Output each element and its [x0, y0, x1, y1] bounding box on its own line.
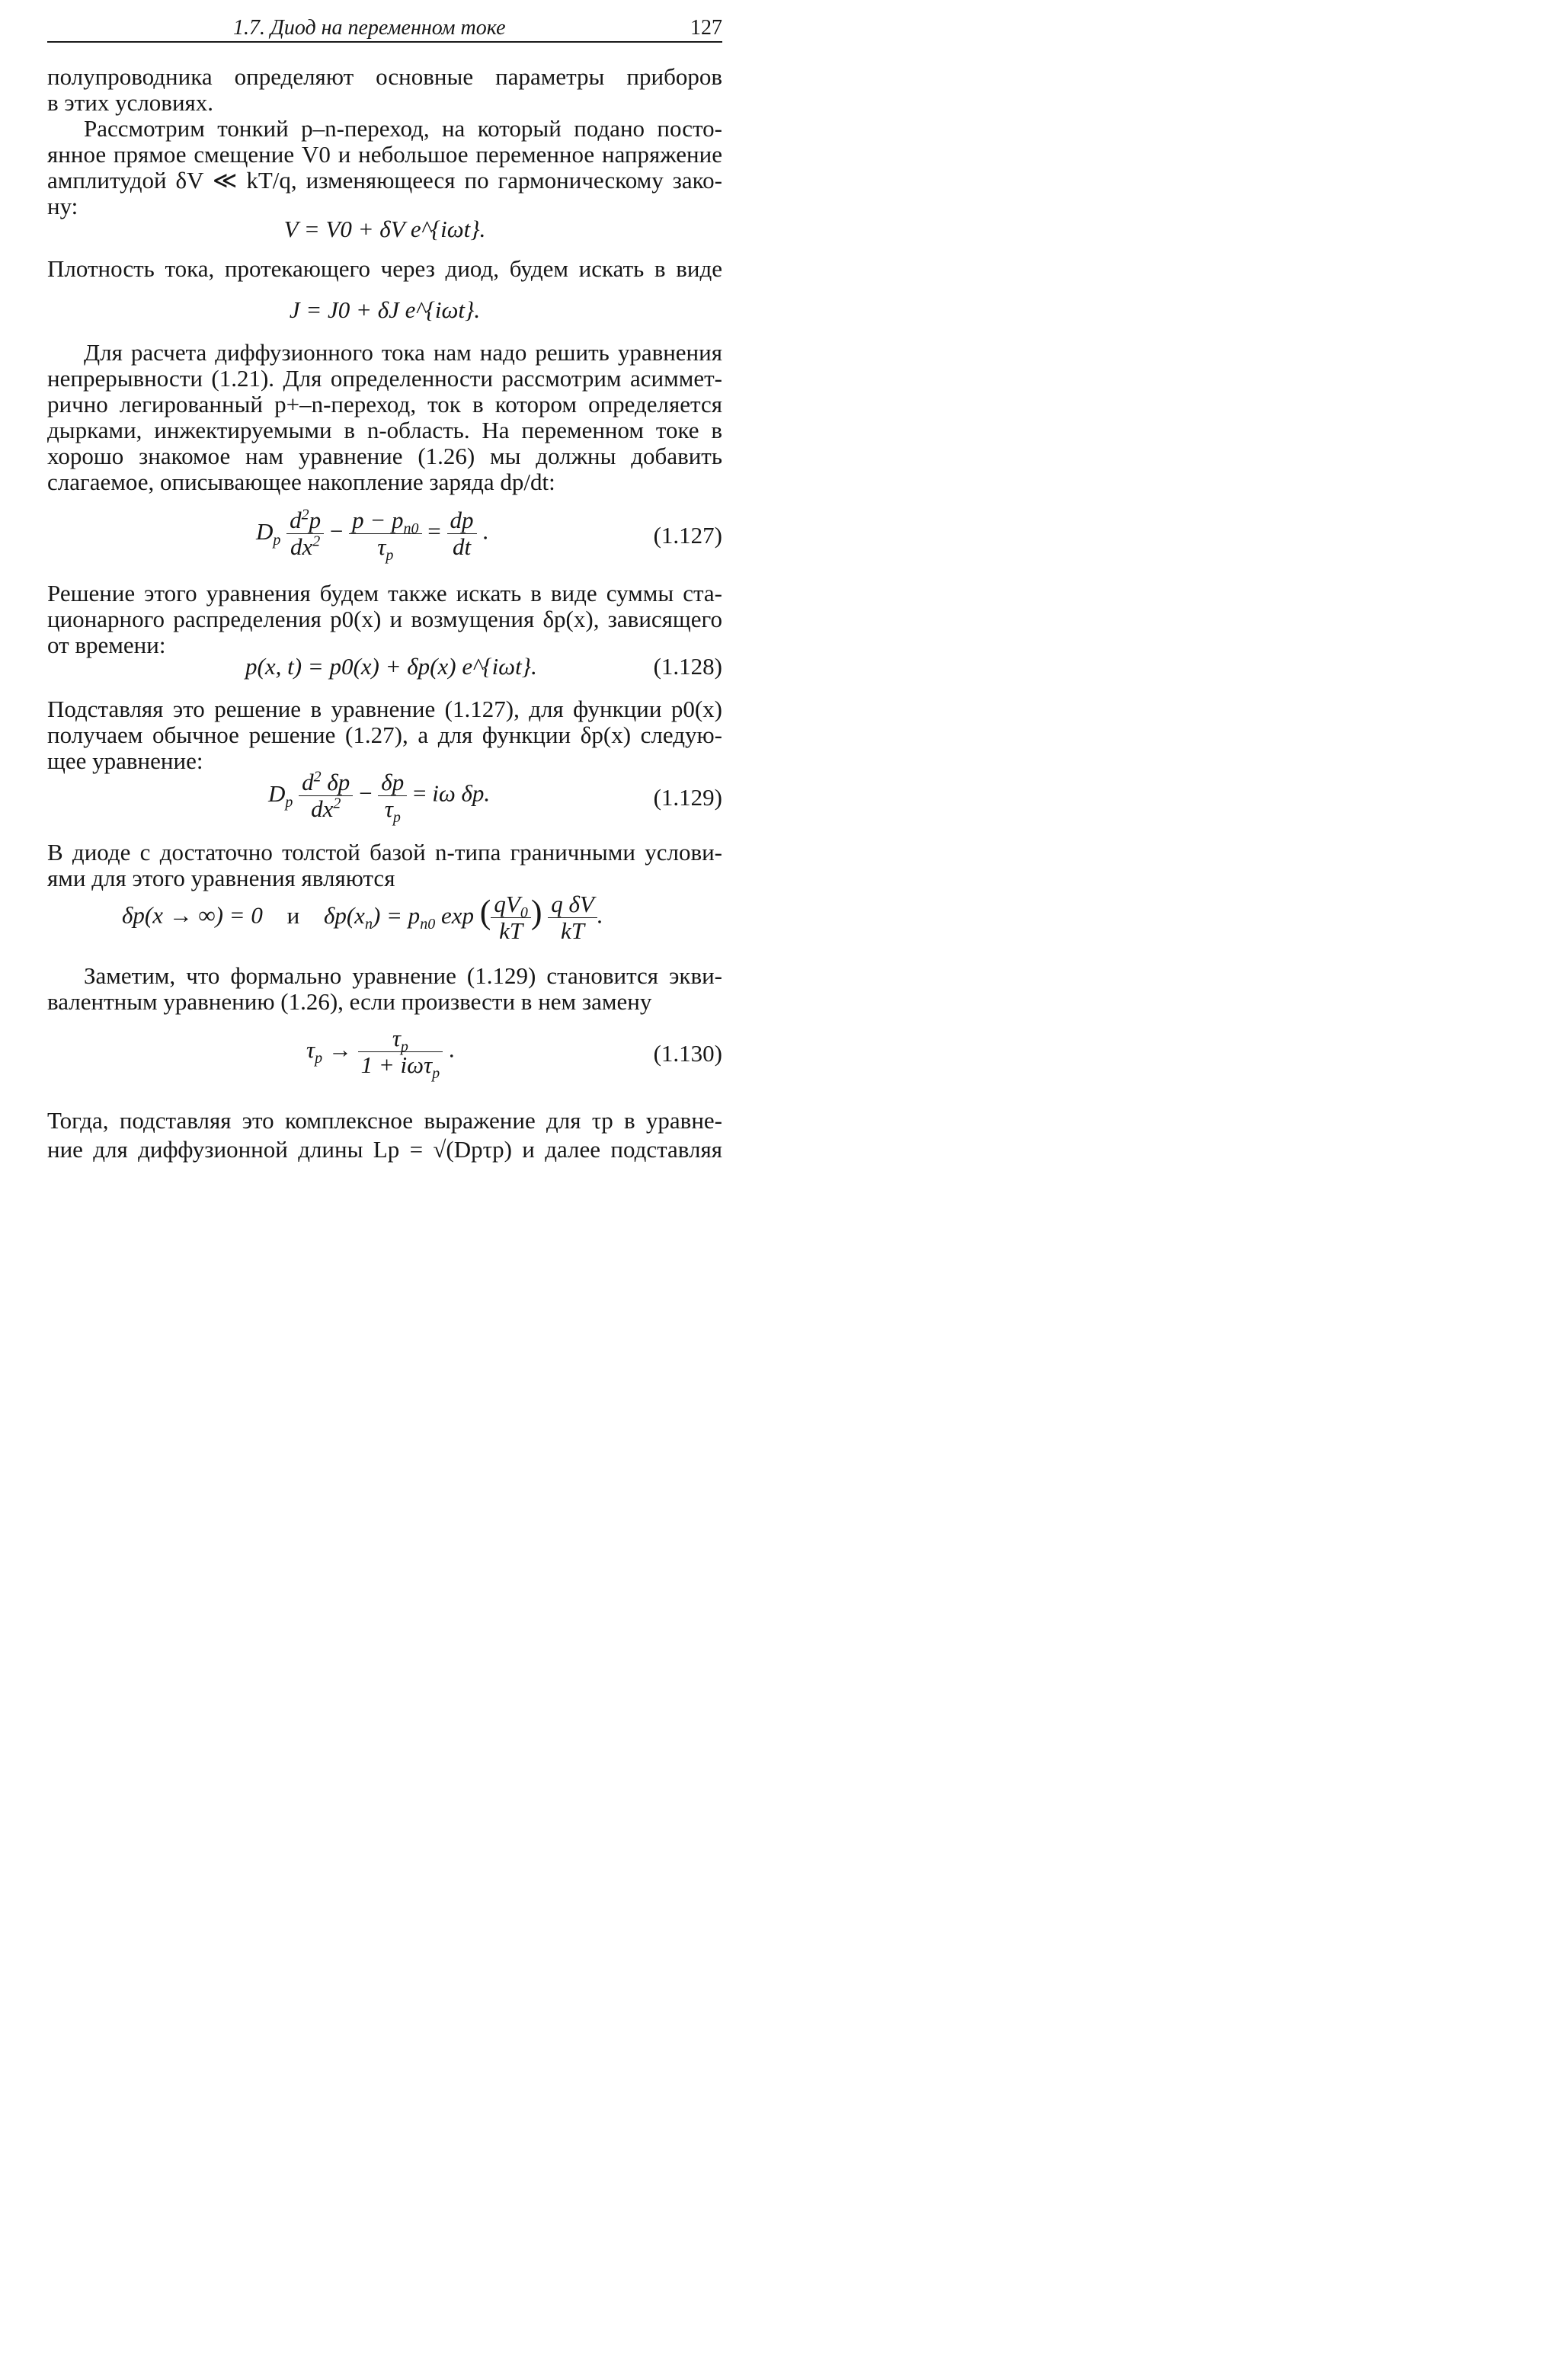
equation-1-128: p(x, t) = p0(x) + δp(x) e^{iωt}.: [245, 653, 537, 680]
equation-v: V = V0 + δV e^{iωt}.: [283, 216, 486, 242]
text-line: Для расчета диффузионного тока нам надо решить уравнения: [84, 339, 722, 366]
text-line: получаем обычное решение (1.27), а для функции δp(x) следую-: [47, 722, 722, 748]
text-line: ну:: [47, 193, 78, 219]
text-line: полупроводника определяют основные параметры приборов: [47, 63, 722, 90]
text-line: от времени:: [47, 632, 166, 658]
text-line: ционарного распределения p0(x) и возмущения δp(x), зависящего: [47, 606, 722, 632]
running-title: 1.7. Диод на переменном токе: [233, 16, 506, 40]
text-line: дырками, инжектируемыми в n-область. На переменном токе в: [47, 417, 722, 443]
text-line: ние для диффузионной длины Lp = √(Dpτp) и далее подставляя: [47, 1136, 722, 1163]
text-line: Тогда, подставляя это комплексное выражение для τp в уравне-: [47, 1107, 722, 1134]
running-header: [47, 15, 722, 43]
text-line: щее уравнение:: [47, 747, 203, 774]
equation-1-130: $\tau_p$ → $\frac{\tau_p}{1 + i\omega\tau_p}$ .: [306, 1025, 455, 1083]
book-page: [0, 0, 808, 1186]
text-line: хорошо знакомое нам уравнение (1.26) мы должны добавить: [47, 443, 722, 469]
text-line: В диоде с достаточно толстой базой n-типа граничными услови-: [47, 839, 722, 866]
text-line: Заметим, что формально уравнение (1.129) становится экви-: [84, 962, 722, 989]
equation-number: (1.127): [653, 522, 722, 549]
text-line: Плотность тока, протекающего через диод, будем искать в виде: [47, 255, 722, 282]
text-line: Подставляя это решение в уравнение (1.127), для функции p0(x): [47, 696, 722, 722]
text-line: слагаемое, описывающее накопление заряда dp/dt:: [47, 469, 555, 495]
equation-number: (1.128): [653, 653, 722, 680]
text-line: янное прямое смещение V0 и небольшое переменное напряжение: [47, 141, 722, 168]
equation-number: (1.130): [653, 1040, 722, 1067]
equation-j: J = J0 + δJ e^{iωt}.: [289, 296, 481, 323]
page-number: 127: [690, 16, 722, 40]
text-line: ями для этого уравнения являются: [47, 865, 395, 891]
equation-1-129: $D_p$ $\frac{d^2 \delta p}{dx^2}$ − $\frac{\delta p}{\tau_p}$ = iω δp.: [268, 768, 491, 827]
equation-1-127: $D_p$ $\frac{d^2p}{dx^2}$ − $\frac{p - p_{n0}}{\tau_p}$ = $\frac{dp}{dt}$ .: [256, 506, 489, 565]
text-line: Рассмотрим тонкий p–n-переход, на который подано посто-: [84, 115, 722, 142]
equation-number: (1.129): [653, 784, 722, 811]
text-line: валентным уравнению (1.26), если произвести в нем замену: [47, 988, 652, 1015]
text-line: амплитудой δV ≪ kT/q, изменяющееся по гармоническому зако-: [47, 167, 722, 194]
text-line: Решение этого уравнения будем также искать в виде суммы ста-: [47, 580, 722, 606]
text-line: непрерывности (1.21). Для определенности рассмотрим асиммет-: [47, 365, 722, 392]
equation-boundary-conditions: δp(x → ∞) = 0 и $\delta p(x_n) = p_{n0}$ exp ( $\frac{qV_0}{kT}$ ) $\frac{\text{q δV}}{kT}$ .: [122, 891, 603, 944]
text-line: рично легированный p+–n-переход, ток в котором определяется: [47, 391, 722, 418]
text-line: в этих условиях.: [47, 89, 214, 116]
